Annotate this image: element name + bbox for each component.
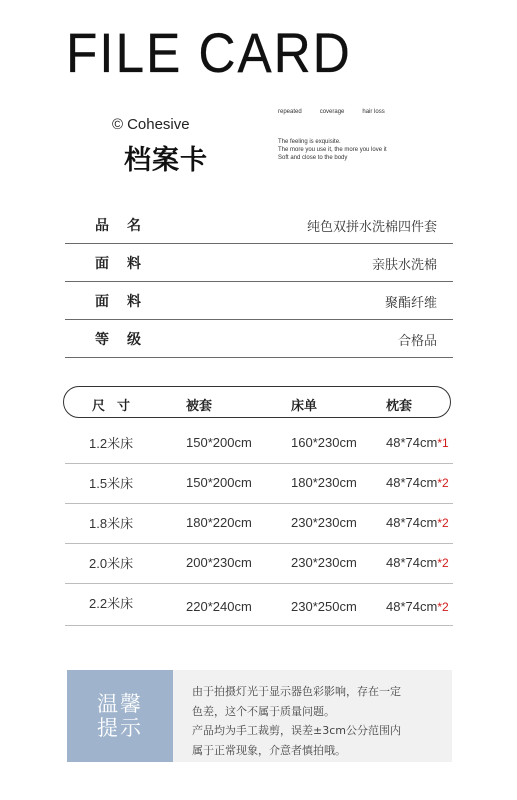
cell-sheet: 230*230cm xyxy=(291,515,357,530)
info-key: 品名 xyxy=(95,218,159,234)
cell-size: 1.5米床 xyxy=(89,476,134,491)
table-row xyxy=(65,583,453,626)
tagline xyxy=(278,138,387,162)
cell-size: 1.2米床 xyxy=(89,436,134,451)
cell-duvet: 200*230cm xyxy=(186,555,252,570)
cell-size: 2.2米床 xyxy=(89,596,134,611)
notice-label-text: 温馨提示 xyxy=(97,692,143,740)
header-sheet: 床单 xyxy=(291,399,318,414)
pillow-size: 48*74cm xyxy=(386,515,438,530)
info-value: 聚酯纤维 xyxy=(384,296,437,311)
pillow-quantity: *2 xyxy=(437,600,449,614)
copyright-icon: © xyxy=(112,116,124,133)
cell-pillow xyxy=(386,515,449,530)
info-value: 纯色双拼水洗棉四件套 xyxy=(306,220,437,235)
info-row-grade xyxy=(65,319,453,358)
info-row-product-name xyxy=(65,205,453,244)
cell-pillow xyxy=(386,435,449,450)
cell-duvet: 180*220cm xyxy=(186,515,252,530)
tag-item: hair loss xyxy=(362,109,385,115)
notice-line: 色差，这个不属于质量问题。 xyxy=(192,704,335,718)
pillow-quantity: *1 xyxy=(437,436,449,450)
cell-duvet: 150*200cm xyxy=(186,475,252,490)
table-row xyxy=(65,463,453,504)
pillow-size: 48*74cm xyxy=(386,435,438,450)
tag-item: repeated xyxy=(278,109,302,115)
size-table-header xyxy=(63,386,451,418)
cell-sheet: 180*230cm xyxy=(291,475,357,490)
info-value: 亲肤水洗棉 xyxy=(371,258,437,273)
pillow-quantity: *2 xyxy=(437,476,449,490)
brand-name: Cohesive xyxy=(127,116,190,133)
info-key: 面料 xyxy=(95,294,159,310)
pillow-size: 48*74cm xyxy=(386,475,438,490)
file-card-title: FILE CARD xyxy=(66,21,352,84)
info-row-fabric-2 xyxy=(65,281,453,320)
cell-duvet: 150*200cm xyxy=(186,435,252,450)
header-duvet: 被套 xyxy=(186,399,213,414)
notice-label xyxy=(67,670,173,762)
brand-logo xyxy=(112,116,190,133)
info-value: 合格品 xyxy=(397,334,437,349)
notice-text xyxy=(192,682,432,760)
notice-line: 由于拍摄灯光于显示器色彩影响，存在一定 xyxy=(192,685,401,698)
tag-item: coverage xyxy=(319,109,345,115)
notice-line: 属于正常现象，介意者慎拍哦。 xyxy=(192,743,346,757)
cell-sheet: 160*230cm xyxy=(291,435,357,450)
cell-sheet: 230*250cm xyxy=(291,599,357,614)
pillow-quantity: *2 xyxy=(437,556,449,570)
table-row xyxy=(65,543,453,584)
tagline-line: The more you use it, the more you love it xyxy=(278,147,387,153)
notice-line: 产品均为手工裁剪，误差±3cm公分范围内 xyxy=(192,724,401,737)
info-key: 面料 xyxy=(95,256,159,272)
pillow-size: 48*74cm xyxy=(386,555,438,570)
cell-duvet: 220*240cm xyxy=(186,599,252,614)
tagline-line: The feeling is exquisite. xyxy=(278,139,341,145)
cell-pillow xyxy=(386,475,449,490)
header-pillow: 枕套 xyxy=(386,399,413,414)
tagline-line: Soft and close to the body xyxy=(278,155,348,161)
table-row xyxy=(65,423,453,464)
cell-size: 2.0米床 xyxy=(89,556,134,571)
pillow-size: 48*74cm xyxy=(386,599,438,614)
cell-sheet: 230*230cm xyxy=(291,555,357,570)
cell-size: 1.8米床 xyxy=(89,516,134,531)
header-size: 尺寸 xyxy=(92,399,143,414)
info-row-fabric xyxy=(65,243,453,282)
cell-pillow xyxy=(386,555,449,570)
pillow-quantity: *2 xyxy=(437,516,449,530)
table-row xyxy=(65,503,453,544)
info-key: 等级 xyxy=(95,332,159,348)
tag-list xyxy=(278,109,403,115)
cell-pillow xyxy=(386,599,449,614)
card-label: 档案卡 xyxy=(124,145,208,176)
